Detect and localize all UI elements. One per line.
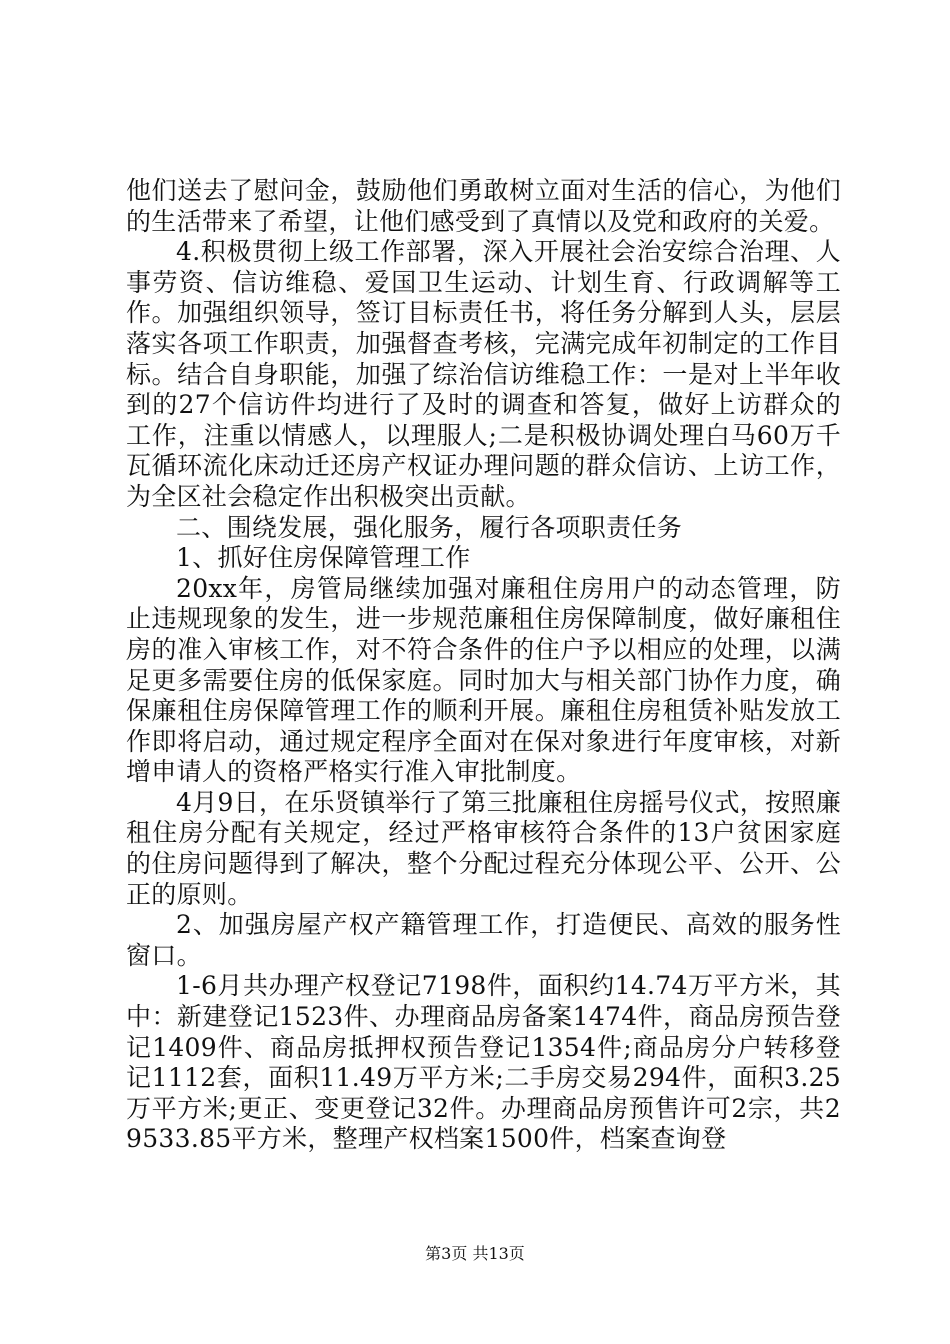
subsection-heading-2: 2、加强房屋产权产籍管理工作，打造便民、高效的服务性窗口。 xyxy=(126,910,841,970)
paragraph-1: 他们送去了慰问金，鼓励他们勇敢树立面对生活的信心，为他们的生活带来了希望，让他们感受到了真情以及党和政府的关爱。 xyxy=(126,176,841,236)
subsection-heading-1: 1、抓好住房保障管理工作 xyxy=(176,543,471,573)
document-body xyxy=(126,176,841,1155)
section-heading: 二、围绕发展，强化服务，履行各项职责任务 xyxy=(176,512,683,542)
paragraph-2: 4.积极贯彻上级工作部署，深入开展社会治安综合治理、人事劳资、信访维稳、爱国卫生运动、计划生育、行政调解等工作。加强组织领导，签订目标责任书，将任务分解到人头，层层落实各项工作职责，加强督查考核，完满完成年初制定的工作目标。结合自身职能，加强了综治信访维稳工作：一是对上半年收到的27个信访件均进行了及时的调查和答复，做好上访群众的工作，注重以情感人，以理服人;二是积极协调处理白马60万千瓦循环流化床动迁还房产权证办理问题的群众信访、上访工作，为全区社会稳定作出积极突出贡献。 xyxy=(126,237,841,511)
paragraph-3: 20xx年，房管局继续加强对廉租住房用户的动态管理，防止违规现象的发生，进一步规范廉租住房保障制度，做好廉租住房的准入审核工作，对不符合条件的住户予以相应的处理，以满足更多需要住房的低保家庭。同时加大与相关部门协作力度，确保廉租住房保障管理工作的顺利开展。廉租住房租赁补贴发放工作即将启动，通过规定程序全面对在保对象进行年度审核，对新增申请人的资格严格实行准入审批制度。 xyxy=(126,573,841,787)
paragraph-5: 1-6月共办理产权登记7198件，面积约14.74万平方米，其中：新建登记1523件、办理商品房备案1474件，商品房预告登记1409件、商品房抵押权预告登记1354件;商品房分户转移登记1112套，面积11.49万平方米;二手房交易294件，面积3.25万平方米;更正、变更登记32件。办理商品房预售许可2宗，共29533.85平方米，整理产权档案1500件，档案查询登 xyxy=(126,971,841,1154)
paragraph-4: 4月9日，在乐贤镇举行了第三批廉租住房摇号仪式，按照廉租住房分配有关规定，经过严格审核符合条件的13户贫困家庭的住房问题得到了解决，整个分配过程充分体现公平、公开、公正的原则。 xyxy=(126,787,841,909)
page-number-footer: 第3页 共13页 xyxy=(425,1244,525,1263)
